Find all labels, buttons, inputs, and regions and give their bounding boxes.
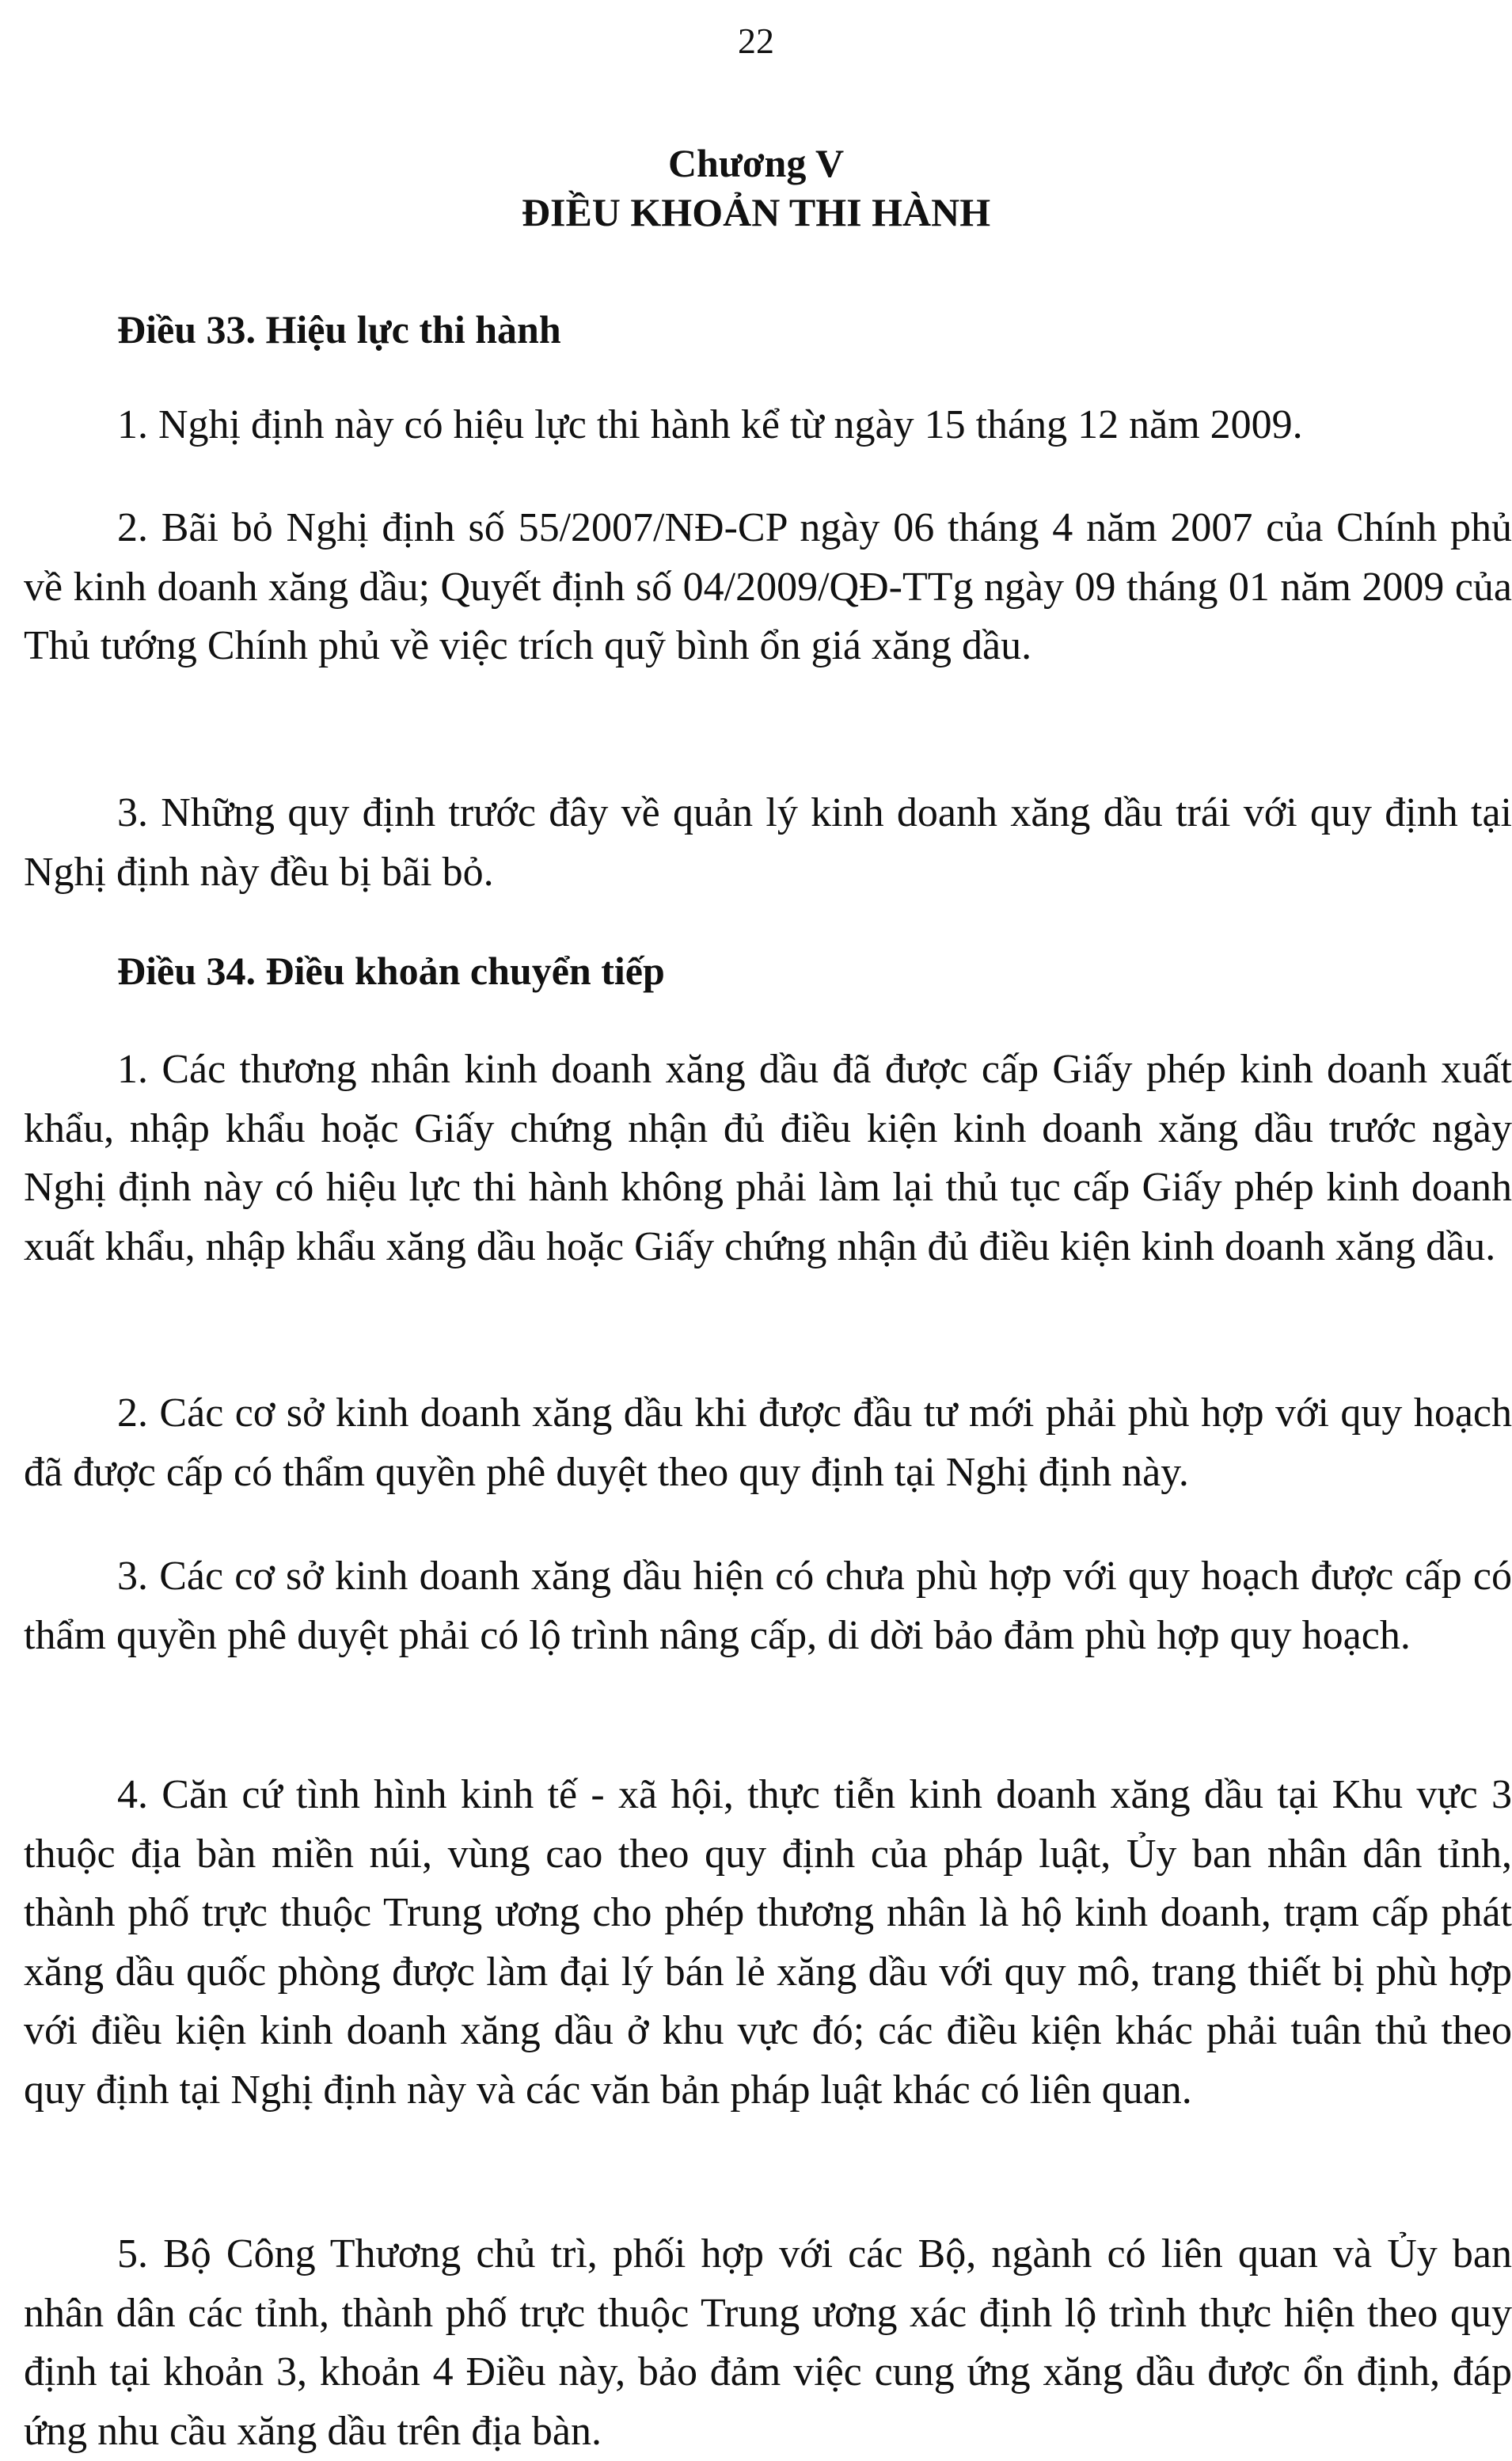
article-34-clause-4: 4. Căn cứ tình hình kinh tế - xã hội, thực tiễn kinh doanh xăng dầu tại Khu vực 3 thuộc địa bàn miền núi, vùng cao theo quy định của pháp luật, Ủy ban nhân dân tỉnh, thành phố trực thuộc Trung ương cho phép thương nhân là hộ kinh doanh, trạm cấp phát xăng dầu quốc phòng được làm đại lý bán lẻ xăng dầu với quy mô, trang thiết bị phù hợp với điều kiện kinh doanh xăng dầu ở khu vực đó; các điều kiện khác phải tuân thủ theo quy định tại Nghị định này và các văn bản pháp luật khác có liên quan. <box>24 1772 1512 2113</box>
article-34-clause-2: 2. Các cơ sở kinh doanh xăng dầu khi được đầu tư mới phải phù hợp với quy hoạch đã được cấp có thẩm quyền phê duyệt theo quy định tại Nghị định này. <box>24 1390 1512 1495</box>
article-34-clause-3: 3. Các cơ sở kinh doanh xăng dầu hiện có chưa phù hợp với quy hoạch được cấp có thẩm quyền phê duyệt phải có lộ trình nâng cấp, di dời bảo đảm phù hợp quy hoạch. <box>24 1554 1512 1658</box>
article-33-clause-2: 2. Bãi bỏ Nghị định số 55/2007/NĐ-CP ngày 06 tháng 4 năm 2007 của Chính phủ về kinh doanh xăng dầu; Quyết định số 04/2009/QĐ-TTg ngày 09 tháng 01 năm 2009 của Thủ tướng Chính phủ về việc trích quỹ bình ổn giá xăng dầu. <box>24 505 1512 668</box>
article-34-clause-5: 5. Bộ Công Thương chủ trì, phối hợp với các Bộ, ngành có liên quan và Ủy ban nhân dân các tỉnh, thành phố trực thuộc Trung ương xác định lộ trình thực hiện theo quy định tại khoản 3, khoản 4 Điều này, bảo đảm việc cung ứng xăng dầu được ổn định, đáp ứng nhu cầu xăng dầu trên địa bàn. <box>24 2231 1512 2454</box>
article-33-heading: Điều 33. Hiệu lực thi hành <box>117 307 561 352</box>
article-34-clause-1: 1. Các thương nhân kinh doanh xăng dầu đã được cấp Giấy phép kinh doanh xuất khẩu, nhập khẩu hoặc Giấy chứng nhận đủ điều kiện kinh doanh xăng dầu trước ngày Nghị định này có hiệu lực thi hành không phải làm lại thủ tục cấp Giấy phép kinh doanh xuất khẩu, nhập khẩu xăng dầu hoặc Giấy chứng nhận đủ điều kiện kinh doanh xăng dầu. <box>24 1047 1512 1269</box>
article-34-heading: Điều 34. Điều khoản chuyển tiếp <box>117 949 665 993</box>
article-33-clause-1: 1. Nghị định này có hiệu lực thi hành kể từ ngày 15 tháng 12 năm 2009. <box>117 402 1303 447</box>
article-33-clause-3: 3. Những quy định trước đây về quản lý kinh doanh xăng dầu trái với quy định tại Nghị định này đều bị bãi bỏ. <box>24 790 1512 895</box>
chapter-title: ĐIỀU KHOẢN THI HÀNH <box>521 190 991 234</box>
chapter-number: Chương V <box>667 141 845 185</box>
page-number: 22 <box>738 21 774 61</box>
